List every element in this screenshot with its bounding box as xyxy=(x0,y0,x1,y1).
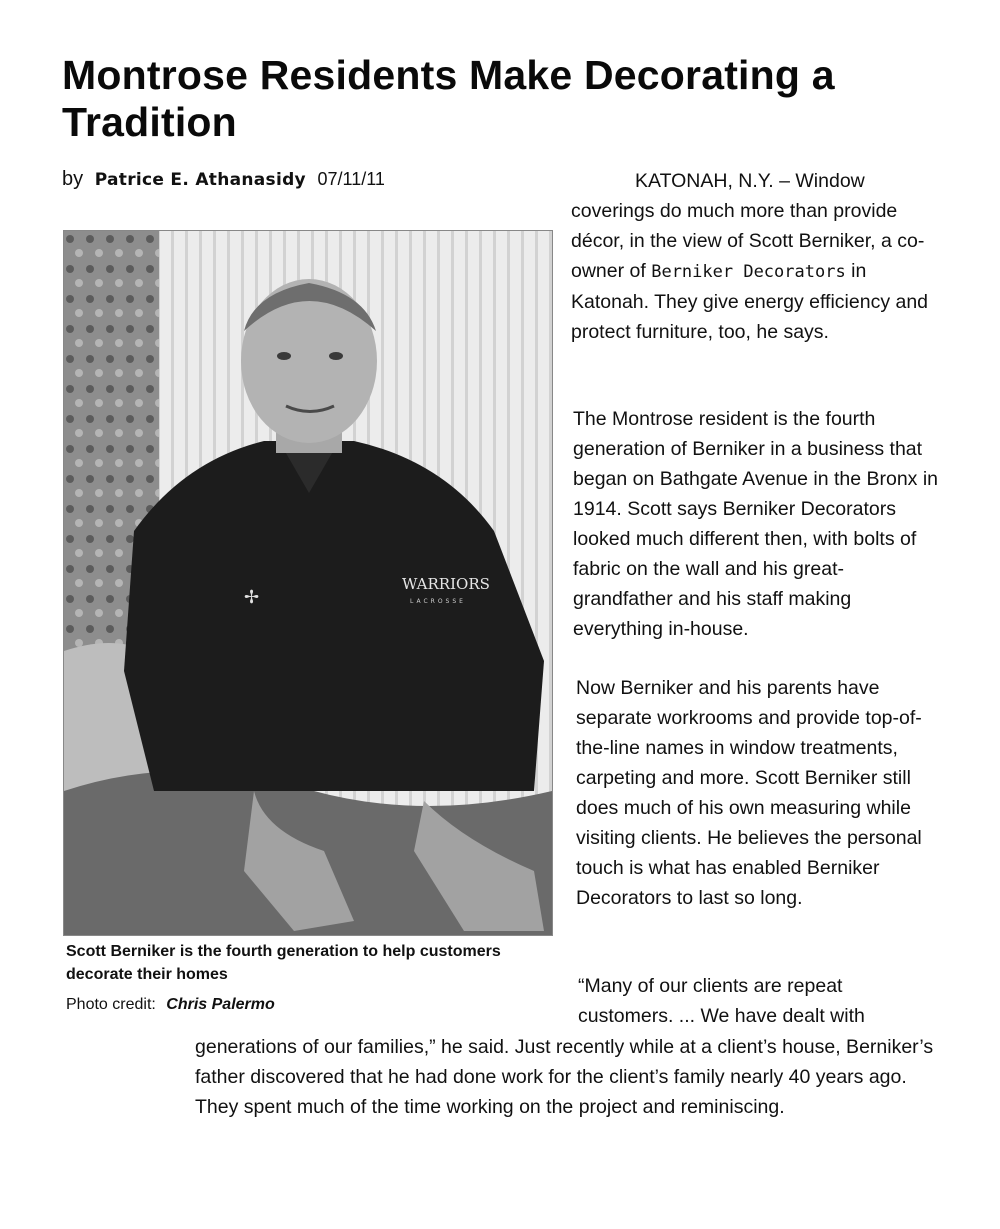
article-headline: Montrose Residents Make Decorating a Tradition xyxy=(62,52,835,145)
shirt-logo-subtext: LACROSSE xyxy=(410,598,466,605)
photo-credit-label: Photo credit: xyxy=(66,996,156,1013)
byline-date: 07/11/11 xyxy=(317,169,385,189)
byline-prefix: by xyxy=(62,168,84,190)
byline xyxy=(62,168,385,191)
photo-credit-name: Chris Palermo xyxy=(166,996,275,1013)
shirt-brand-mark: ✢ xyxy=(244,587,260,608)
left-eye xyxy=(277,352,291,360)
paragraph-4-start: “Many of our clients are repeat customers. ... We have dealt with xyxy=(578,975,865,1027)
article-photo xyxy=(63,230,553,936)
right-eye xyxy=(329,352,343,360)
shirt-logo-text: WARRIORS xyxy=(402,575,490,593)
photo-portrait-illustration xyxy=(64,231,552,935)
paragraph-3: Now Berniker and his parents have separate workrooms and provide top-of-the-line names in window treatments, carpeting and more. Scott Berniker still does much of his own measuring while visiting clients. He believes the personal touch is what has enabled Berniker Decorators to last so long. xyxy=(576,677,922,909)
paragraph-4-continued: generations of our families,” he said. Just recently while at a client’s house, Berniker’s father discovered that he had done work for the client’s family nearly 40 years ago. They spent much of the time working on the project and reminiscing. xyxy=(195,1036,934,1118)
berniker-decorators-link[interactable]: Berniker Decorators xyxy=(651,262,846,282)
photo-credit xyxy=(66,996,275,1014)
photo-caption: Scott Berniker is the fourth generation to help customers decorate their homes xyxy=(66,943,501,983)
paragraph-1-text-b: in Katonah. They give energy efficiency and protect furniture, too, he says. xyxy=(571,260,929,343)
paragraph-2: The Montrose resident is the fourth generation of Berniker in a business that began on Bathgate Avenue in the Bronx in 1914. Scott says Berniker Decorators looked much different then, with bolts of fabric on the wall and his great-grandfather and his staff making everything in-house. xyxy=(573,408,939,640)
paragraph-1-text-a: KATONAH, N.Y. – Window coverings do much more than provide décor, in the view of Scott Berniker, a co-owner of xyxy=(571,170,925,282)
byline-author[interactable]: Patrice E. Athanasidy xyxy=(94,170,306,190)
paragraph-1 xyxy=(571,166,931,347)
